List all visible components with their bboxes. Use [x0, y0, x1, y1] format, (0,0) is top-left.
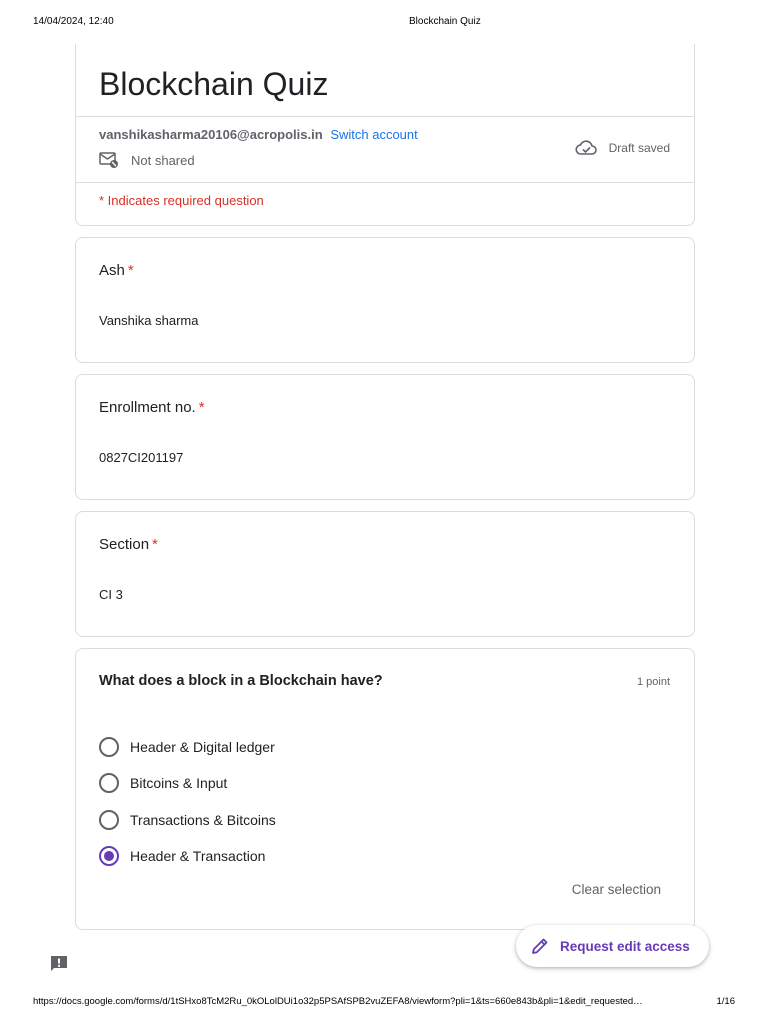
pencil-icon	[530, 936, 550, 956]
question-card-name	[75, 237, 695, 363]
print-datetime: 14/04/2024, 12:40	[33, 16, 114, 27]
print-title: Blockchain Quiz	[409, 16, 481, 27]
form-header-card	[75, 44, 695, 226]
divider	[76, 116, 694, 117]
switch-account-link[interactable]: Switch account	[330, 127, 418, 142]
question-label	[99, 536, 158, 553]
required-star: *	[152, 536, 158, 553]
required-star: *	[127, 262, 134, 279]
points-label: 1 point	[636, 676, 670, 688]
option-label: Transactions & Bitcoins	[130, 812, 276, 828]
question-card-multiple-choice	[75, 648, 695, 930]
question-card-enrollment	[75, 374, 695, 500]
radio-button-selected[interactable]	[99, 846, 119, 866]
radio-button[interactable]	[99, 737, 119, 757]
radio-button[interactable]	[99, 773, 119, 793]
question-label	[99, 399, 205, 416]
option-label: Bitcoins & Input	[130, 775, 228, 791]
answer-text[interactable]: Vanshika sharma	[99, 313, 199, 328]
page-number: 1/16	[716, 996, 735, 1007]
draft-saved-status	[575, 140, 670, 156]
cloud-check-icon	[575, 140, 597, 156]
question-title: What does a block in a Blockchain have?	[99, 673, 383, 689]
option-label: Header & Transaction	[130, 848, 266, 864]
question-title: Enrollment no.	[99, 399, 196, 416]
option-bitcoins-input[interactable]	[99, 773, 227, 793]
option-header-digital-ledger[interactable]	[99, 737, 275, 757]
feedback-icon-glyph	[49, 954, 69, 974]
question-label	[99, 262, 134, 279]
option-label: Header & Digital ledger	[130, 739, 275, 755]
answer-text[interactable]: CI 3	[99, 587, 123, 602]
mail-off-icon	[99, 152, 119, 168]
answer-text[interactable]: 0827CI201197	[99, 450, 184, 465]
radio-button[interactable]	[99, 810, 119, 830]
question-title: Ash	[99, 262, 125, 279]
divider	[76, 182, 694, 183]
question-title: Section	[99, 536, 150, 553]
option-header-transaction[interactable]	[99, 846, 265, 866]
print-url: https://docs.google.com/forms/d/1tSHxo8TcM2Ru_0kOLolDUi1o32p5PSAfSPB2vuZEFA8/viewform?pli=1&ts=660e843b&pli=1&edit_requested…	[33, 996, 643, 1007]
required-star: *	[198, 399, 205, 416]
account-info	[99, 127, 418, 142]
account-email: vanshikasharma20106@acropolis.in	[99, 127, 323, 142]
question-card-section	[75, 511, 695, 637]
feedback-icon[interactable]	[49, 954, 69, 979]
clear-selection-button[interactable]: Clear selection	[571, 882, 661, 897]
request-edit-label: Request edit access	[560, 938, 690, 954]
not-shared-label: Not shared	[131, 152, 195, 168]
request-edit-access-button[interactable]	[516, 925, 709, 967]
not-shared-status	[99, 152, 195, 168]
print-header	[0, 16, 768, 30]
form-title: Blockchain Quiz	[99, 66, 329, 102]
required-note: * Indicates required question	[99, 193, 264, 208]
option-transactions-bitcoins[interactable]	[99, 810, 276, 830]
draft-saved-label: Draft saved	[608, 141, 670, 155]
